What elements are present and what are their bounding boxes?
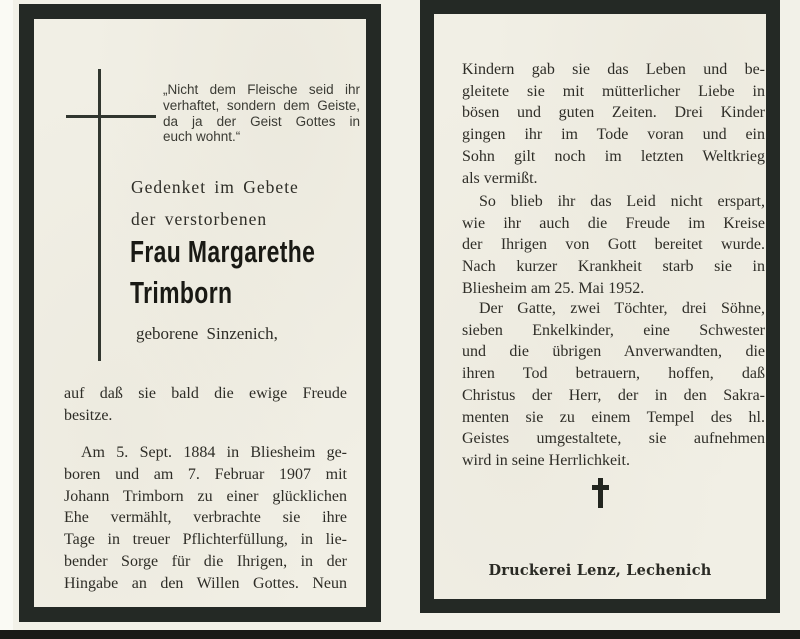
paragraph-line: wie ihr auch die Freude im Kreise (462, 214, 765, 232)
paragraph-line: Nach kurzer Krankheit starb sie in (462, 258, 765, 276)
bio-line: Am 5. Sept. 1884 in Bliesheim ge- (81, 444, 347, 461)
paragraph-line: Kindern gab sie das Leben und be- (462, 61, 765, 78)
bio-line: Johann Trimborn zu einer glücklichen (64, 487, 347, 505)
quote-line: euch wohnt.“ (163, 129, 241, 145)
quote-line: „Nicht dem Fleische seid ihr (163, 82, 360, 97)
memorial-paragraph-2 (462, 191, 765, 300)
maiden-name: geborene Sinzenich, (136, 324, 278, 343)
card-right-page (420, 0, 780, 613)
card-left-page (19, 4, 381, 622)
paragraph-line: Der Gatte, zwei Töchter, drei Söhne, (479, 300, 765, 317)
paragraph-line: gleitete sie mit mütterlicher Liebe in (462, 82, 765, 100)
deceased-name-line: Trimborn (130, 275, 233, 310)
wish-line: auf daß sie bald die ewige Freude (64, 385, 347, 402)
bio-line: boren und am 7. Februar 1907 mit (64, 465, 347, 483)
biography-paragraph (64, 442, 347, 595)
paragraph-line: und die übrigen Anverwandten, die (462, 343, 765, 361)
printer-imprint: Druckerei Lenz, Lechenich (488, 562, 712, 579)
paragraph-line: als vermißt. (462, 169, 538, 187)
intro-line: der verstorbenen (131, 209, 268, 229)
intro-line: Gedenket im Gebete (131, 177, 299, 197)
wish-line: besitze. (64, 407, 113, 424)
scan-edge (0, 630, 800, 639)
prayer-wish (64, 383, 347, 427)
cross-vertical-bar (598, 478, 603, 508)
cross-horizontal-bar (592, 485, 609, 490)
paragraph-line: Christus der Herr, der in den Sakra- (462, 386, 765, 404)
paragraph-line: Bliesheim am 25. Mai 1952. (462, 279, 645, 297)
deceased-name-line: Frau Margarethe (130, 234, 316, 269)
deceased-name (130, 231, 322, 313)
cross-horizontal-bar (66, 115, 156, 118)
paragraph-line: der Ihrigen von Gott bereitet wurde. (462, 236, 765, 254)
quote-line: verhaftet, sondern dem Geiste, (163, 97, 360, 113)
paragraph-line: sieben Enkelkinder, eine Schwester (462, 321, 765, 339)
paragraph-line: wird in seine Herrlichkeit. (462, 451, 630, 469)
paragraph-line: ihren Tod betrauern, hoffen, daß (462, 365, 765, 383)
paragraph-line: So blieb ihr das Leid nicht erspart, (479, 193, 765, 210)
quote-line: da ja der Geist Gottes in (163, 113, 360, 129)
bio-line: bender Sorge für die Ihrigen, in der (64, 552, 347, 570)
bio-line: Hingabe an den Willen Gottes. Neun (64, 574, 347, 592)
paragraph-line: Geistes umgestaltete, sie aufnehmen (462, 430, 765, 448)
memorial-paragraph-3 (462, 298, 765, 472)
scripture-quote (163, 82, 360, 145)
cross-vertical-bar (98, 69, 101, 361)
bio-line: Tage in treuer Pflichterfüllung, in lie- (64, 531, 347, 549)
paragraph-line: bösen und guten Zeiten. Drei Kinder (462, 104, 765, 122)
memorial-paragraph-1 (462, 59, 765, 189)
paragraph-line: menten sie zu einem Tempel des hl. (462, 408, 765, 426)
bio-line: Ehe vermählt, verbrachte sie ihre (64, 509, 347, 527)
scanner-light-strip (0, 0, 13, 639)
cross-icon (434, 478, 766, 510)
paragraph-line: Sohn gilt noch im letzten Weltkrieg (462, 147, 765, 165)
paragraph-line: gingen ihr im Tode voran und ein (462, 126, 765, 144)
